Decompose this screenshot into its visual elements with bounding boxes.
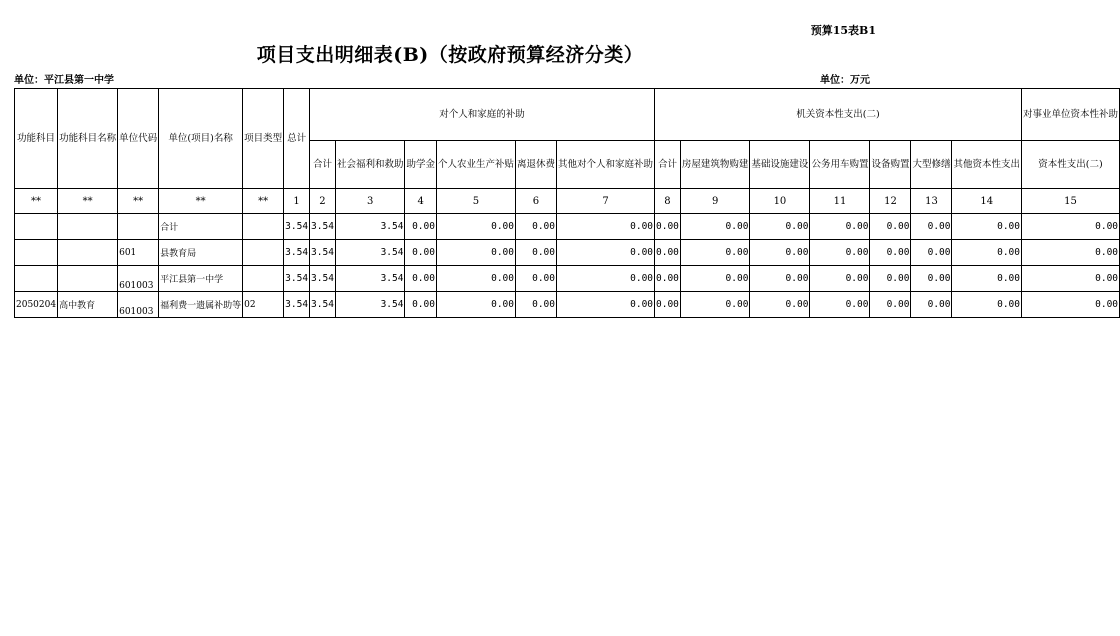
cell-amount: 0.00	[870, 240, 911, 266]
index-cell: 15	[1022, 189, 1120, 214]
subcol-header-capital-0: 合计	[655, 141, 681, 189]
cell-amount: 0.00	[750, 214, 810, 240]
index-cell: 12	[870, 189, 911, 214]
index-row	[15, 189, 1120, 214]
cell-amount: 0.00	[680, 292, 750, 318]
subcol-header-capital-3: 公务用车购置	[810, 141, 870, 189]
cell-project-type: 02	[243, 292, 284, 318]
cell-amount: 3.54	[310, 240, 336, 266]
cell-amount: 3.54	[284, 214, 310, 240]
cell-amount: 0.00	[1022, 266, 1120, 292]
subcol-header-personal-3: 个人农业生产补贴	[436, 141, 515, 189]
table-row	[15, 266, 1120, 292]
cell-amount: 0.00	[1022, 214, 1120, 240]
subcol-header-capital-6: 其他资本性支出	[952, 141, 1022, 189]
cell-amount: 3.54	[284, 240, 310, 266]
cell-amount: 0.00	[750, 292, 810, 318]
index-cell: 8	[655, 189, 681, 214]
cell-amount: 0.00	[680, 214, 750, 240]
cell-amount: 0.00	[810, 266, 870, 292]
currency-unit-label: 单位：万元	[820, 75, 870, 86]
cell-amount: 0.00	[557, 292, 655, 318]
index-cell: 11	[810, 189, 870, 214]
table-row	[15, 292, 1120, 318]
cell-unit-code: 601003	[118, 266, 159, 292]
index-cell: 3	[335, 189, 405, 214]
cell-amount: 0.00	[810, 240, 870, 266]
cell-amount: 0.00	[557, 240, 655, 266]
cell-amount: 0.00	[436, 214, 515, 240]
cell-amount: 0.00	[911, 240, 952, 266]
cell-func-code: 2050204	[15, 292, 58, 318]
cell-amount: 3.54	[310, 214, 336, 240]
index-cell: 14	[952, 189, 1022, 214]
index-cell: **	[118, 189, 159, 214]
subcol-header-capital-1: 房屋建筑物购建	[680, 141, 750, 189]
cell-project-type	[243, 214, 284, 240]
cell-unit-project-name: 福利费一遗属补助等	[159, 292, 243, 318]
cell-amount: 0.00	[750, 240, 810, 266]
subcol-header-personal-2: 助学金	[405, 141, 437, 189]
cell-amount: 0.00	[911, 292, 952, 318]
cell-amount: 0.00	[515, 214, 556, 240]
cell-amount: 0.00	[557, 266, 655, 292]
form-code: 预算15表B1	[810, 24, 876, 37]
cell-amount: 3.54	[310, 266, 336, 292]
index-cell: 10	[750, 189, 810, 214]
subcol-header-personal-0: 合计	[310, 141, 336, 189]
subcol-header-enterprise-0: 资本性支出(二)	[1022, 141, 1120, 189]
cell-amount: 0.00	[680, 266, 750, 292]
cell-amount: 0.00	[436, 292, 515, 318]
cell-amount: 0.00	[405, 292, 437, 318]
col-header-unit-project-name: 单位(项目)名称	[159, 89, 243, 189]
cell-func-code	[15, 266, 58, 292]
index-cell: **	[58, 189, 118, 214]
cell-project-type	[243, 266, 284, 292]
cell-amount: 0.00	[810, 292, 870, 318]
cell-amount: 0.00	[405, 214, 437, 240]
page-title: 项目支出明细表(B)（按政府预算经济分类）	[256, 44, 644, 66]
cell-amount: 0.00	[1022, 240, 1120, 266]
cell-unit-code: 601003	[118, 292, 159, 318]
cell-func-name	[58, 240, 118, 266]
cell-project-type	[243, 240, 284, 266]
index-cell: 4	[405, 189, 437, 214]
index-cell: 9	[680, 189, 750, 214]
cell-amount: 0.00	[952, 266, 1022, 292]
cell-unit-code: 601	[118, 240, 159, 266]
cell-unit-project-name: 平江县第一中学	[159, 266, 243, 292]
group-header-personal: 对个人和家庭的补助	[310, 89, 655, 141]
cell-func-name	[58, 266, 118, 292]
index-cell: **	[15, 189, 58, 214]
subcol-header-personal-1: 社会福利和救助	[335, 141, 405, 189]
subcol-header-capital-5: 大型修缮	[911, 141, 952, 189]
cell-amount: 3.54	[335, 240, 405, 266]
cell-amount: 0.00	[1022, 292, 1120, 318]
cell-amount: 0.00	[655, 266, 681, 292]
index-cell: 2	[310, 189, 336, 214]
cell-amount: 0.00	[870, 292, 911, 318]
group-header-capital: 机关资本性支出(二)	[655, 89, 1022, 141]
cell-func-name	[58, 214, 118, 240]
cell-amount: 3.54	[335, 266, 405, 292]
subcol-header-capital-4: 设备购置	[870, 141, 911, 189]
cell-amount: 0.00	[870, 266, 911, 292]
cell-amount: 0.00	[515, 240, 556, 266]
col-header-func-name: 功能科目名称	[58, 89, 118, 189]
cell-amount: 0.00	[911, 266, 952, 292]
index-cell: 6	[515, 189, 556, 214]
cell-func-code	[15, 240, 58, 266]
col-header-project-type: 项目类型	[243, 89, 284, 189]
cell-amount: 0.00	[655, 292, 681, 318]
cell-amount: 0.00	[952, 240, 1022, 266]
subcol-header-personal-4: 离退休费	[515, 141, 556, 189]
unit-label: 单位：平江县第一中学	[14, 75, 114, 86]
cell-unit-code	[118, 214, 159, 240]
subcol-header-personal-5: 其他对个人和家庭补助	[557, 141, 655, 189]
cell-amount: 3.54	[284, 292, 310, 318]
cell-func-code	[15, 214, 58, 240]
cell-amount: 0.00	[810, 214, 870, 240]
cell-unit-project-name: 县教育局	[159, 240, 243, 266]
subcol-header-capital-2: 基础设施建设	[750, 141, 810, 189]
cell-amount: 0.00	[750, 266, 810, 292]
col-header-total: 总计	[284, 89, 310, 189]
cell-amount: 3.54	[284, 266, 310, 292]
cell-amount: 0.00	[515, 292, 556, 318]
cell-amount: 0.00	[405, 266, 437, 292]
cell-unit-project-name: 合计	[159, 214, 243, 240]
index-cell: **	[243, 189, 284, 214]
cell-amount: 3.54	[335, 292, 405, 318]
table-row	[15, 214, 1120, 240]
cell-amount: 0.00	[436, 266, 515, 292]
cell-amount: 0.00	[436, 240, 515, 266]
index-cell: 13	[911, 189, 952, 214]
index-cell: 5	[436, 189, 515, 214]
index-cell: **	[159, 189, 243, 214]
cell-amount: 0.00	[680, 240, 750, 266]
group-header-enterprise: 对事业单位资本性补助	[1022, 89, 1120, 141]
index-cell: 1	[284, 189, 310, 214]
col-header-func-code: 功能科目	[15, 89, 58, 189]
cell-amount: 0.00	[655, 214, 681, 240]
table-row	[15, 240, 1120, 266]
cell-amount: 0.00	[870, 214, 911, 240]
cell-amount: 0.00	[515, 266, 556, 292]
budget-table	[14, 88, 1120, 318]
cell-func-name: 高中教育	[58, 292, 118, 318]
header-row-groups	[15, 89, 1120, 141]
cell-amount: 0.00	[952, 292, 1022, 318]
cell-amount: 3.54	[310, 292, 336, 318]
col-header-unit-code: 单位代码	[118, 89, 159, 189]
cell-amount: 0.00	[655, 240, 681, 266]
index-cell: 7	[557, 189, 655, 214]
cell-amount: 0.00	[911, 214, 952, 240]
cell-amount: 0.00	[557, 214, 655, 240]
cell-amount: 0.00	[405, 240, 437, 266]
cell-amount: 3.54	[335, 214, 405, 240]
cell-amount: 0.00	[952, 214, 1022, 240]
